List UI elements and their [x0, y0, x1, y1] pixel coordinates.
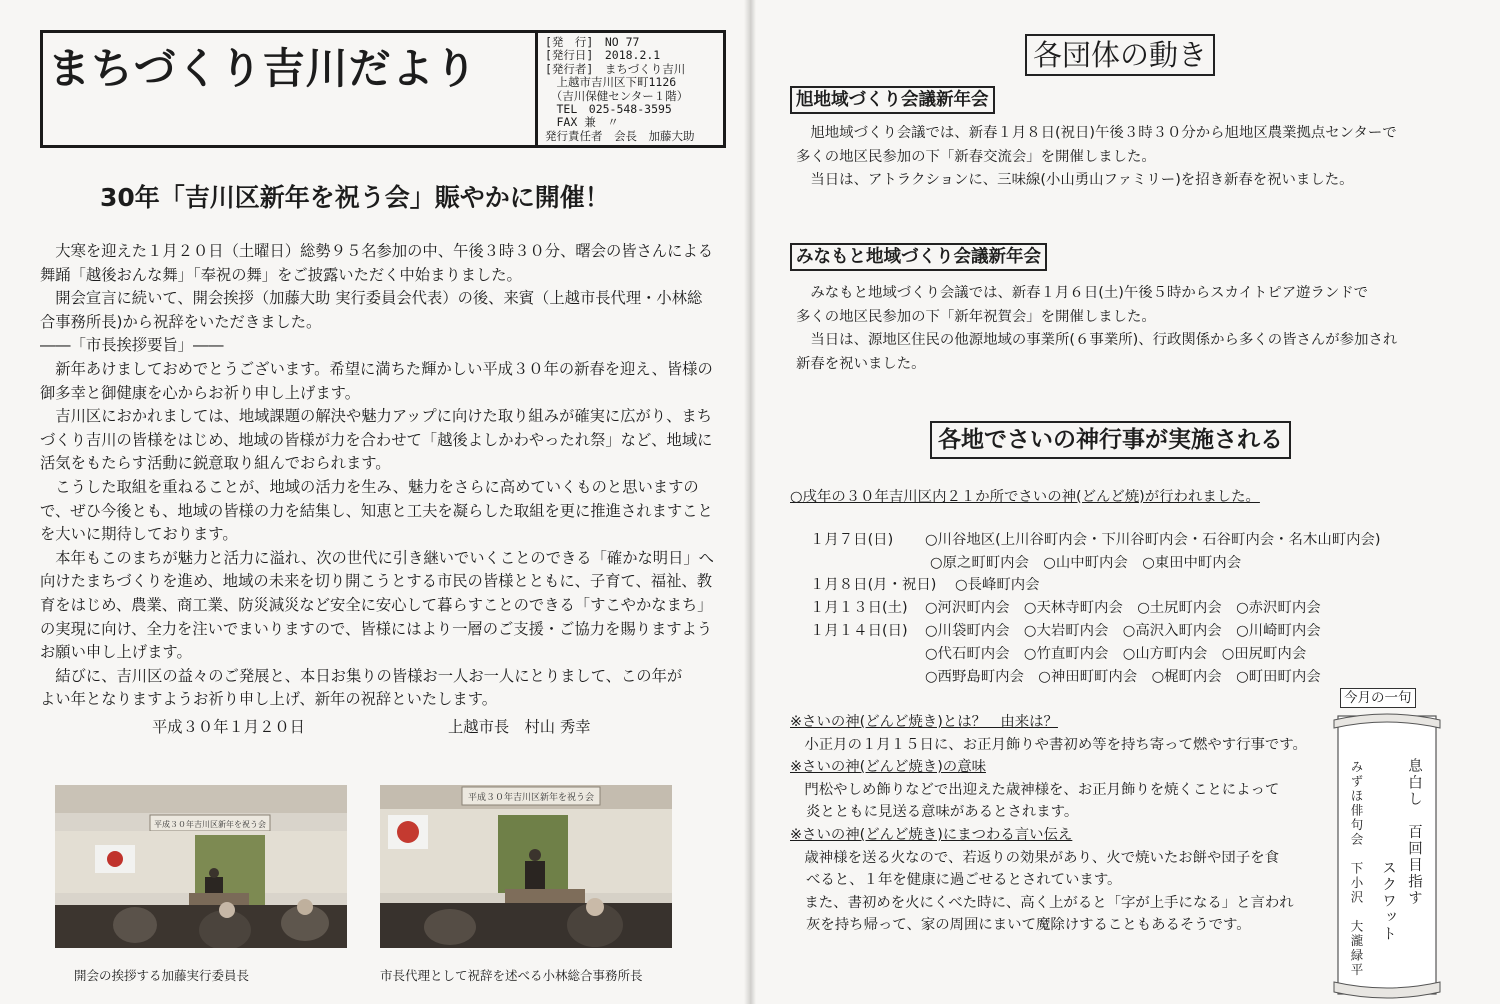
- note3-body-line: べると、１年を健康に過ごせるとされています。: [806, 872, 1122, 888]
- photo2-scene: [380, 785, 672, 948]
- note1-heading: ※さいの神(どんど焼き)とは？ 由来は？: [790, 714, 1058, 730]
- minamoto-heading: みなもと地域づくり会議新年会: [790, 243, 1047, 271]
- schedule-date: １月１３日(土): [810, 600, 908, 616]
- asahi-body: 旭地域づくり会議では、新春１月８日(祝日)午後３時３０分から旭地区農業拠点センターで 多くの地区民参加の下「新春交流会」を開催しました。 当日は、アトラクションに、三味線(小山勇山ファミリー)を招き新春を祝いました。: [796, 125, 1397, 189]
- photo2-banner: 平成３０年吉川区新年を祝う会: [467, 793, 595, 803]
- note1-body: 小正月の１月１５日に、お正月飾りや書初め等を持ち寄って燃やす行事です。: [790, 737, 1307, 753]
- note2-body-line: 門松やしめ飾りなどで出迎えた歳神様を、お正月飾りを焼くことによって: [790, 782, 1280, 798]
- section-title: 各団体の動き: [1025, 34, 1215, 76]
- photo-congratulatory-speech: [380, 785, 672, 948]
- photo1-caption: 開会の挨拶する加藤実行委員長: [74, 968, 250, 983]
- photo1-banner: 平成３０年吉川区新年を祝う会: [154, 820, 266, 829]
- schedule-locations: ○河沢町内会 ○天林寺町内会 ○土尻町内会 ○赤沢町内会: [925, 600, 1321, 616]
- haiku-author: みずほ俳句会 下小沢 大瀧緑平: [1349, 760, 1364, 978]
- note3-heading: ※さいの神(どんど焼き)にまつわる言い伝え: [790, 827, 1073, 843]
- schedule-locations: ○川谷地区(上川谷町内会・下川谷町内会・石谷町内会・名木山町内会): [925, 532, 1381, 548]
- schedule-locations: ○川袋町内会 ○大岩町内会 ○高沢入町内会 ○川崎町内会: [925, 623, 1321, 639]
- asahi-heading: 旭地域づくり会議新年会: [790, 86, 995, 114]
- note3-body-line: また、書初めを火にくべた時に、高く上がると「字が上手になる」と言われ: [790, 895, 1294, 911]
- schedule-date: １月１４日(日): [810, 623, 908, 639]
- main-headline: 30年「吉川区新年を祝う会」賑やかに開催！: [100, 183, 610, 212]
- note3-body-line: 歳神様を送る火なので、若返りの効果があり、火で焼いたお餅や団子を食: [790, 850, 1279, 866]
- haiku-line2: スクワット: [1380, 860, 1396, 943]
- sainokami-heading: 各地でさいの神行事が実施される: [930, 421, 1291, 459]
- photo-opening-greeting: [55, 785, 347, 948]
- note2-body-line: 炎とともに見送る意味があるとされます。: [806, 804, 1079, 820]
- schedule-date: １月７日(日): [810, 532, 894, 548]
- masthead-divider: [535, 30, 538, 148]
- schedule-locations: ○長峰町内会: [955, 577, 1040, 593]
- main-article-body: 大寒を迎えた１月２０日（土曜日）総勢９５名参加の中、午後３時３０分、曙会の皆さんによる 舞踊「越後おんな舞」「奉祝の舞」をご披露いただく中始まりました。 開会宣言に続いて、開会挨拶（加藤大助 実行委員会代表）の後、来賓（上越市長代理・小林総 合事務所長)から祝辞をいただきました。 ――「市長挨拶要旨」―― 新年あけましておめでとうございます。希望に満ちた輝かしい平成３０年の新春を迎え、皆様の 御多幸と御健康を心からお祈り申し上げます。 吉川区におかれましては、地域課題の解決や魅力アップに向けた取り組みが確実に広がり、まち づくり吉川の皆様をはじめ、地域の皆様が力を合わせて「越後よしかわやったれ祭」など、地域に 活気をもたらす活動に鋭意取り組んでおられます。 こうした取組を重ねることが、地域の活力を生み、魅力をさらに高めていくものと思いますの で、ぜひ今後とも、地域の皆様の力を結集し、知恵と工夫を凝らした取組を更に推進されますこと を大いに期待しております。 本年もこのまちが魅力と活力に溢れ、次の世代に引き継いでいくことのできる「確かな明日」へ 向けたまちづくりを進め、地域の未来を切り開こうとする市民の皆様とともに、子育て、福祉、教 育をはじめ、農業、商工業、防災減災など安全に安心して暮らすことのできる「すこやかなまち」 の実現に向け、全力を注いでまいりますので、皆様にはより一層のご支援・ご協力を賜りますよう お願い申し上げます。 結びに、吉川区の益々のご発展と、本日お集りの皆様お一人お一人にとりまして、この年が よい年となりますようお祈り申し上げ、新年の祝辞といたします。: [40, 242, 714, 709]
- schedule-locations: ○西野島町内会 ○神田町町内会 ○梶町内会 ○町田町内会: [925, 669, 1321, 685]
- schedule-locations: ○代石町内会 ○竹直町内会 ○山方町内会 ○田尻町内会: [925, 646, 1307, 662]
- publication-info: [発 行] NO 77 [発行日] 2018.2.1 [発行者] まちづくり吉川 上越市吉川区下町1126 （吉川保健センター１階） TEL 025-548-3595 FAX 兼 〃 発行責任者 会長 加藤大助: [545, 35, 695, 143]
- haiku-line1: 息白し 百回目指す: [1406, 758, 1422, 907]
- schedule-date: １月８日(月・祝日): [810, 577, 937, 593]
- haiku-label: 今月の一句: [1340, 688, 1416, 708]
- speech-date: 平成３０年１月２０日: [152, 718, 305, 736]
- schedule-locations: ○原之町町内会 ○山中町内会 ○東田中町内会: [930, 555, 1242, 571]
- minamoto-body: みなもと地域づくり会議では、新春１月６日(土)午後５時からスカイトピア遊ランドで 多くの地区民参加の下「新年祝賀会」を開催しました。 当日は、源地区住民の他源地域の事業所(６事業所)、行政関係から多くの皆さんが参加され 新春を祝いました。: [796, 285, 1398, 372]
- newsletter-title: まちづくり吉川だより: [48, 44, 478, 93]
- mayor-signature: 上越市長 村山 秀幸: [448, 718, 591, 736]
- photo1-scene: [55, 785, 347, 948]
- note2-heading: ※さいの神(どんど焼き)の意味: [790, 759, 986, 775]
- sainokami-lead: ○戌年の３０年吉川区内２１か所でさいの神(どんど焼)が行われました。: [790, 489, 1260, 505]
- note3-body-line: 灰を持ち帰って、家の周囲にまいて魔除けすることもあるそうです。: [806, 917, 1251, 933]
- photo2-caption: 市長代理として祝辞を述べる小林総合事務所長: [380, 968, 643, 983]
- page-fold: [744, 0, 756, 1004]
